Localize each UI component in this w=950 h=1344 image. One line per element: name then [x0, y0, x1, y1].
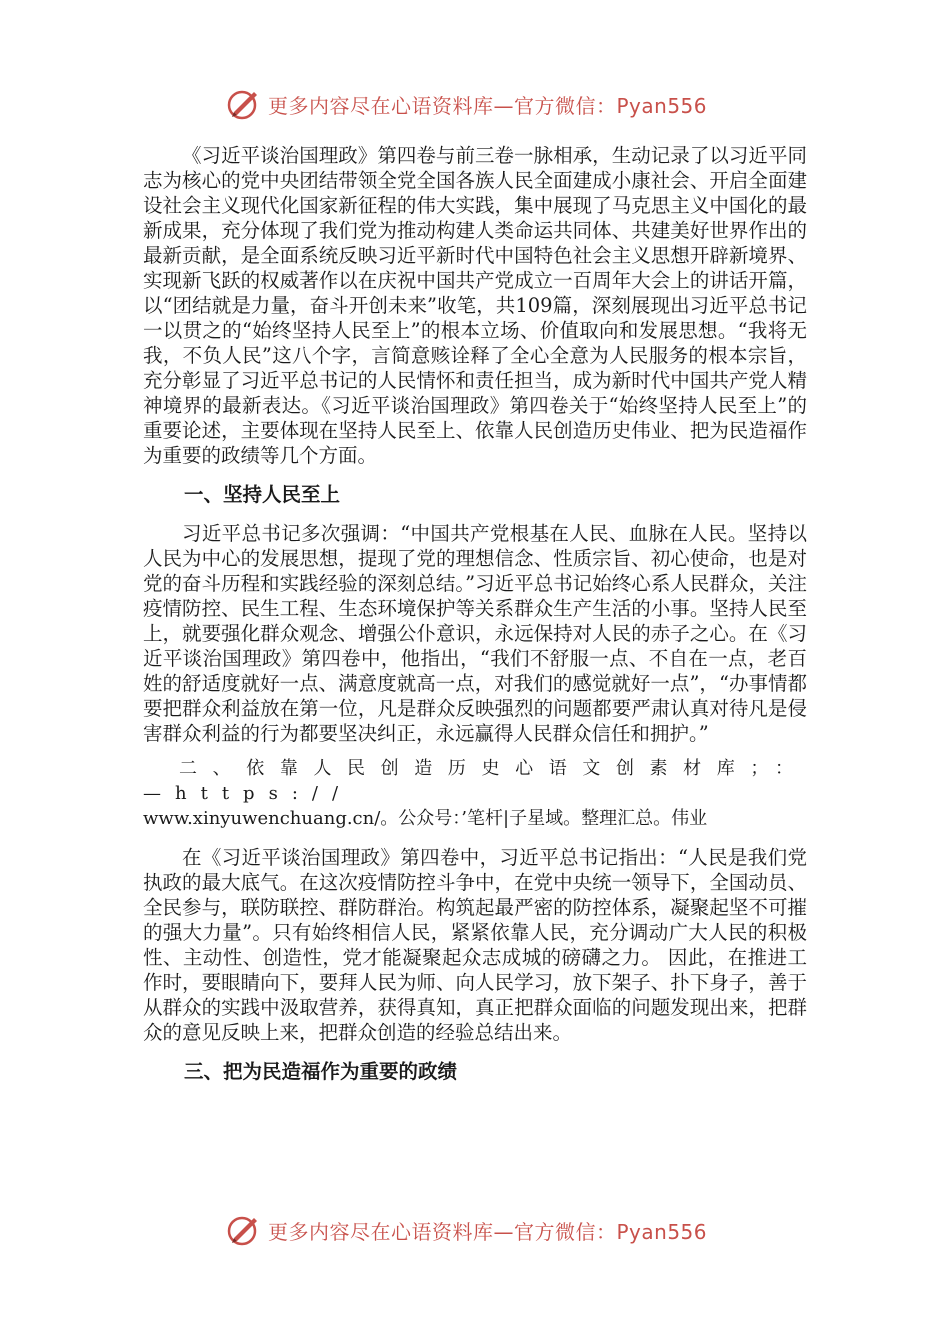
footer-banner: [0, 1210, 950, 1250]
section-1-heading: 一、坚持人民至上: [183, 483, 340, 506]
section-3-heading: 三、把为民造福作为重要的政绩: [183, 1060, 457, 1083]
pen-logo-icon: [226, 1212, 262, 1248]
section-1-paragraph: 习近平总书记多次强调：“中国共产党根基在人民、血脉在人民。坚持以人民为中心的发展思想，提现了党的理想信念、性质宗旨、初心使命，也是对党的奋斗历程和实践经验的深刻总结。”习近平总书记始终心系人民群众，关注疫情防控、民生工程、生态环境保护等关系群众生产生活的小事。坚持人民至上，就要强化群众观念、增强公仆意识，永远保持对人民的赤子之心。在《习近平谈治国理政》第四卷中，他指出，“我们不舒服一点、不自在一点，老百姓的舒适度就好一点、满意度就高一点，对我们的感觉就好一点”，“办事情都要把群众利益放在第一位，凡是群众反映强烈的问题都要严肃认真对待凡是侵害群众利益的行为都要坚决纠正，永远赢得人民群众信任和拥护。”: [143, 522, 807, 745]
section-2-heading-spaced: 二、依靠人民创造历史心语文创素材库；：—https://: [143, 758, 807, 804]
section-2-heading: [143, 756, 807, 831]
pen-logo-icon: [226, 86, 262, 122]
header-banner: [0, 84, 950, 124]
section-2-paragraph: 在《习近平谈治国理政》第四卷中，习近平总书记指出：“人民是我们党执政的最大底气。在这次疫情防控斗争中，在党中央统一领导下，全国动员、全民参与，联防联控、群防群治。构筑起最严密的防控体系，凝聚起坚不可摧的强大力量”。只有始终相信人民，紧紧依靠人民，充分调动广大人民的积极性、主动性、创造性，党才能凝聚起众志成城的磅礴之力。 因此，在推进工作时，要眼睛向下，要拜人民为师、向人民学习，放下架子、扑下身子，善于从群众的实践中汲取营养，获得真知，真正把群众面临的问题发现出来，把群众的意见反映上来，把群众创造的经验总结出来。: [143, 846, 807, 1044]
banner-text: 更多内容尽在心语资料库—官方微信：Pyan556: [268, 1219, 708, 1244]
document-body: [143, 143, 807, 1084]
intro-paragraph: 《习近平谈治国理政》第四卷与前三卷一脉相承，生动记录了以习近平同志为核心的党中央团结带领全党全国各族人民全面建成小康社会、开启全面建设社会主义现代化国家新征程的伟大实践，集中展现了马克思主义中国化的最新成果，充分体现了我们党为推动构建人类命运共同体、共建美好世界作出的最新贡献，是全面系统反映习近平新时代中国特色社会主义思想开辟新境界、实现新飞跃的权威著作以在庆祝中国共产党成立一百周年大会上的讲话开篇，以“团结就是力量，奋斗开创未来”收笔，共109篇，深刻展现出习近平总书记一以贯之的“始终坚持人民至上”的根本立场、价值取向和发展思想。“我将无我，不负人民”这八个字，言简意赅诠释了全心全意为人民服务的根本宗旨，充分彰显了习近平总书记的人民情怀和责任担当，成为新时代中国共产党人精神境界的最新表达。《习近平谈治国理政》第四卷关于“始终坚持人民至上”的重要论述，主要体现在坚持人民至上、依靠人民创造历史伟业、把为民造福作为重要的政绩等几个方面。: [143, 144, 807, 467]
section-2-heading-rest: www.xinyuwenchuang.cn/。公众号：’笔杆|子星域。整理汇总。伟业: [143, 808, 708, 829]
banner-text: 更多内容尽在心语资料库—官方微信：Pyan556: [268, 93, 708, 118]
